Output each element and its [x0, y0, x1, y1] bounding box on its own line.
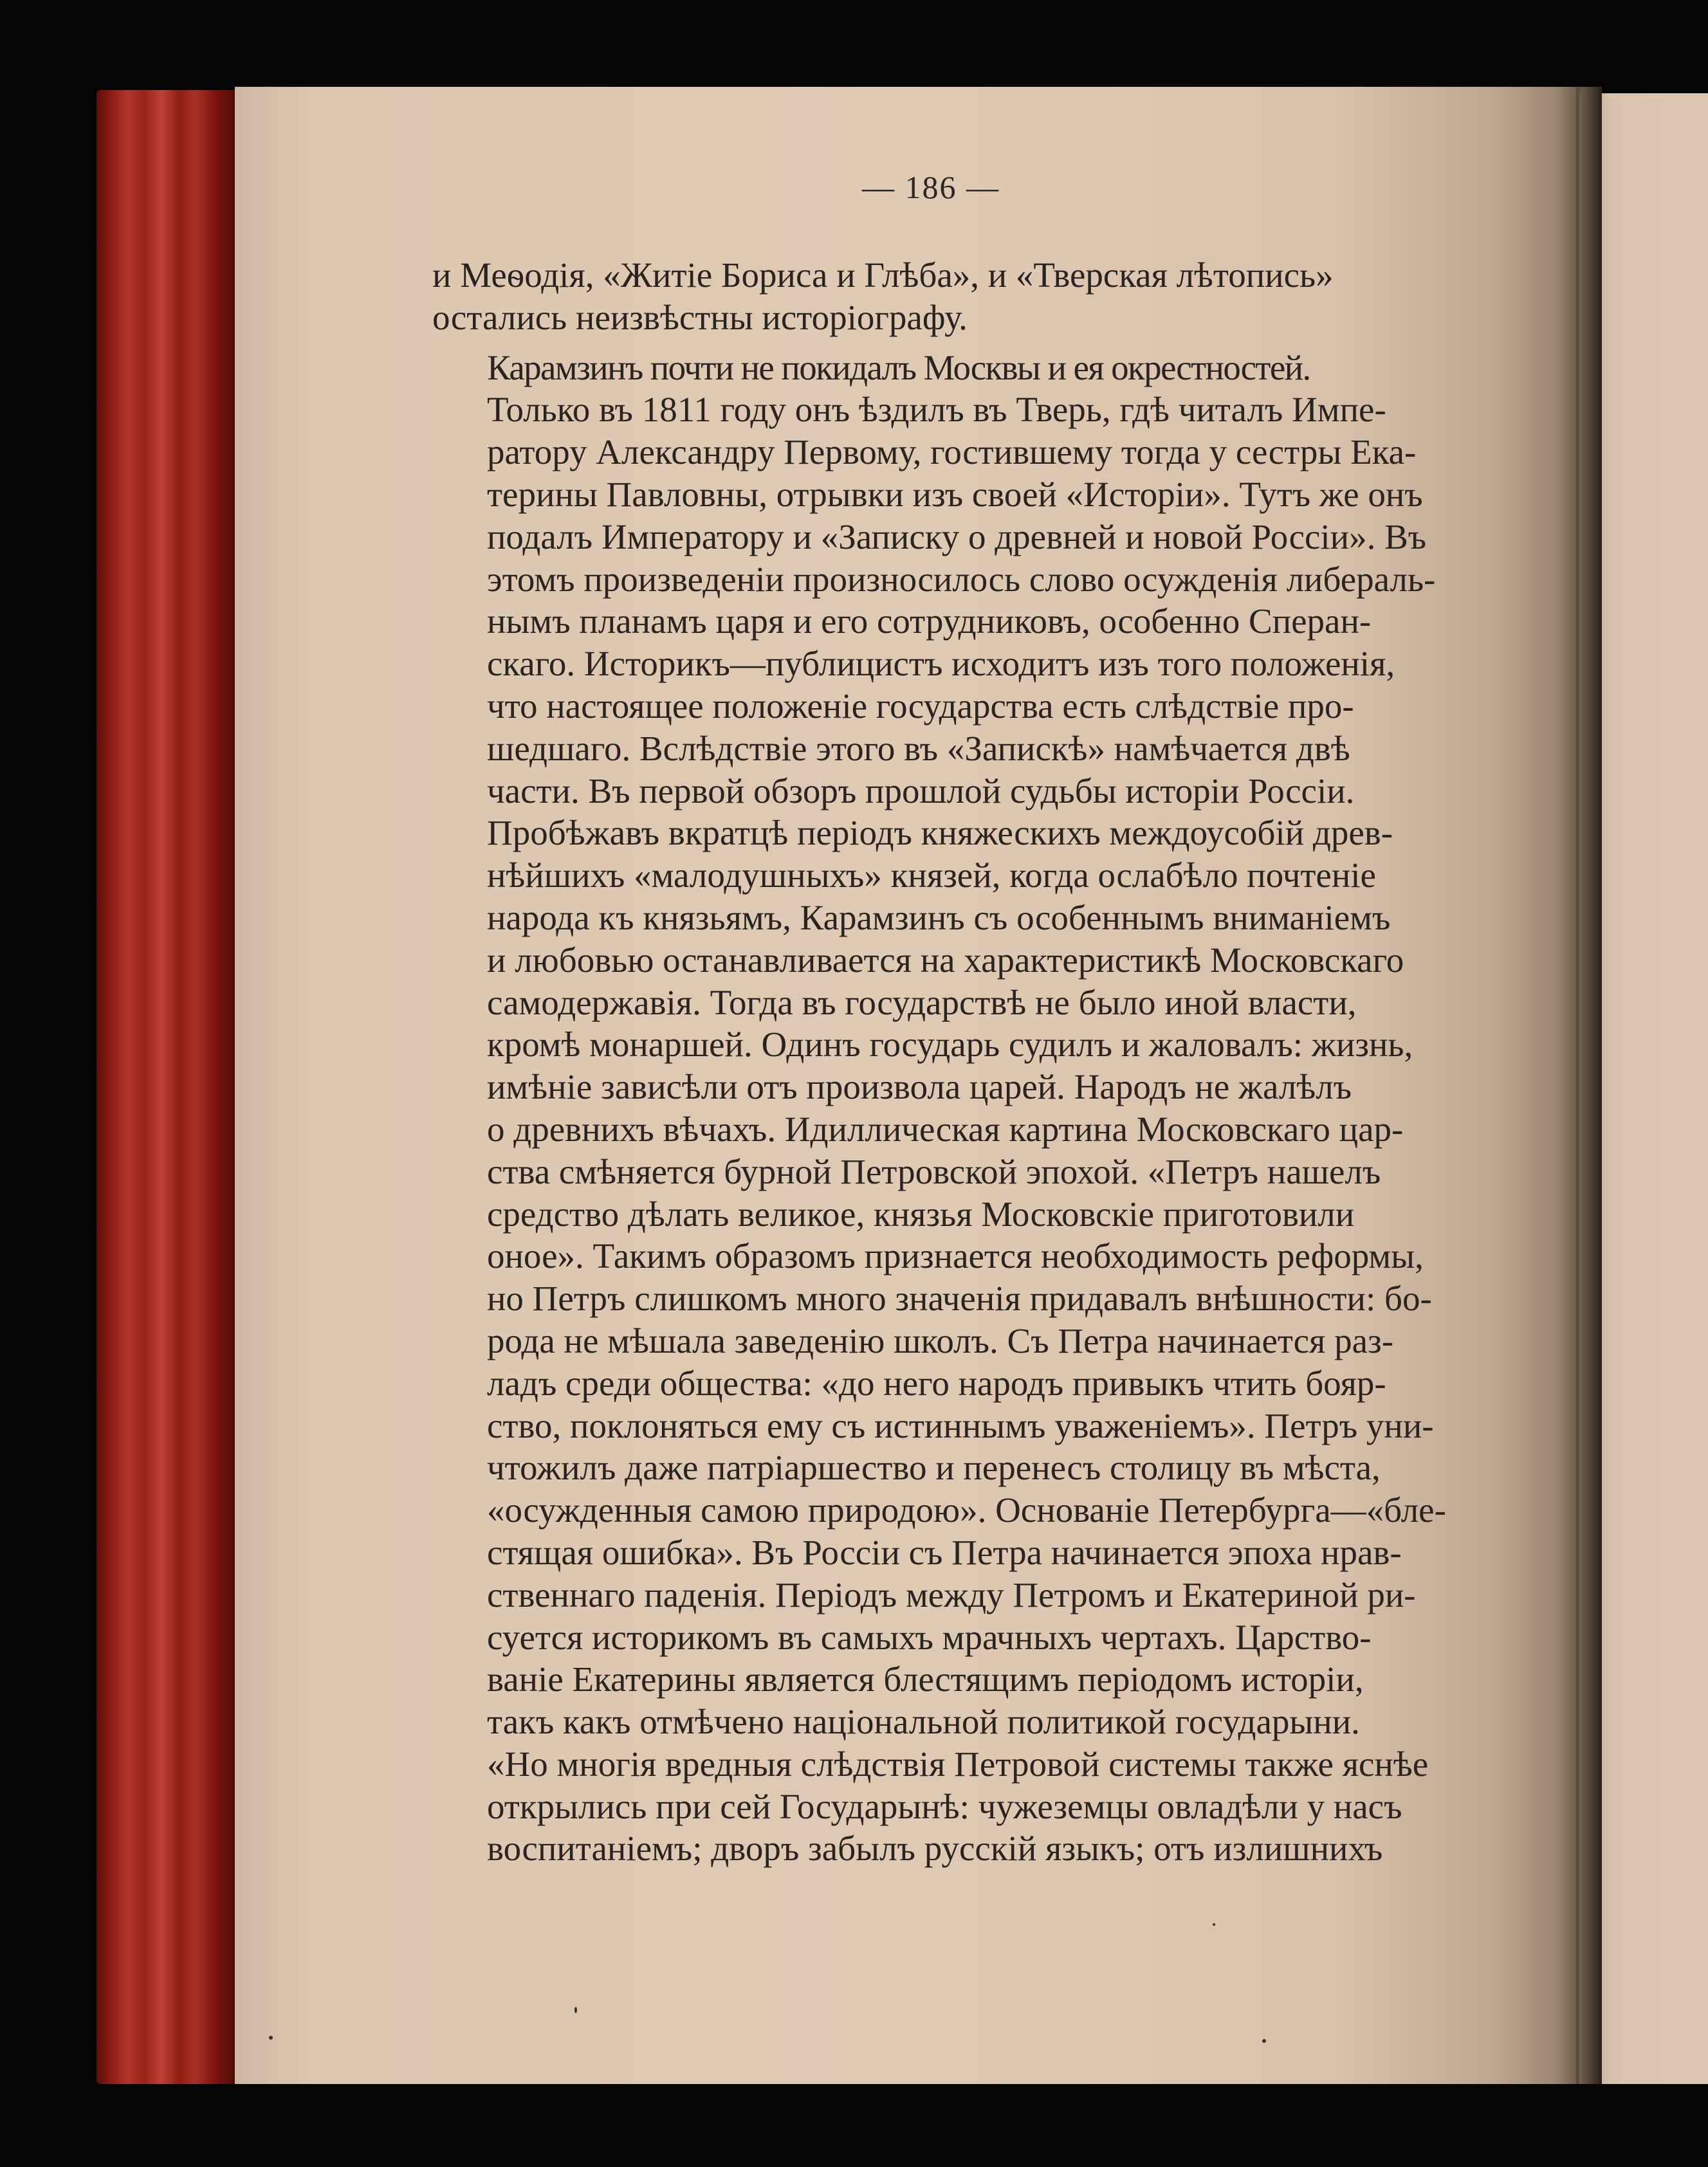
text-line: «Но многія вредныя слѣдствія Петровой системы также яснѣе: [487, 1744, 1429, 1784]
text-line: ство, поклоняться ему съ истиннымъ уваженіемъ». Петръ уни-: [487, 1405, 1434, 1445]
text-line: терины Павловны, отрывки изъ своей «Исторіи». Тутъ же онъ: [487, 474, 1423, 514]
text-line: ственнаго паденія. Періодъ между Петромъ и Екатериной ри-: [487, 1575, 1416, 1614]
text-line: остались неизвѣстны исторіографу.: [432, 297, 968, 337]
text-line: части. Въ первой обзоръ прошлой судьбы исторіи Россіи.: [487, 771, 1355, 810]
text-line: стящая ошибка». Въ Россіи съ Петра начинается эпоха нрав-: [487, 1532, 1402, 1572]
text-line: подалъ Императору и «Записку о древней и новой Россіи». Въ: [487, 517, 1427, 556]
text-line: самодержавія. Тогда въ государствѣ не было иной власти,: [487, 982, 1357, 1022]
body-text: [432, 254, 1462, 1870]
text-line: такъ какъ отмѣчено національной политикой государыни.: [487, 1702, 1360, 1742]
text-line: нѣйшихъ «малодушныхъ» князей, когда ослабѣло почтеніе: [487, 855, 1376, 895]
page-gutter: [1557, 87, 1602, 2084]
text-line: и Меѳодія, «Житіе Бориса и Глѣба», и «Тверская лѣтопись»: [432, 255, 1334, 295]
ink-speck: [1213, 1923, 1215, 1926]
text-line: рода не мѣшала заведенію школъ. Съ Петра начинается раз-: [487, 1321, 1394, 1360]
ink-speck: [1262, 2039, 1266, 2043]
text-line: и любовью останавливается на характеристикѣ Московскаго: [487, 940, 1404, 980]
text-line: «осужденныя самою природою». Основаніе Петербурга—«бле-: [487, 1490, 1446, 1530]
text-line: ратору Александру Первому, гостившему тогда у сестры Ека-: [487, 432, 1417, 472]
text-line: Пробѣжавъ вкратцѣ періодъ княжескихъ междоусобій древ-: [487, 813, 1393, 853]
text-line: ваніе Екатерины является блестящимъ періодомъ исторіи,: [487, 1660, 1364, 1699]
text-line: чтожилъ даже патріаршество и перенесъ столицу въ мѣста,: [487, 1448, 1381, 1488]
text-line: Карамзинъ почти не покидалъ Москвы и ея окрестностей.: [487, 347, 1310, 387]
book-fore-edge: [96, 90, 238, 2084]
page-number: — 186 —: [862, 169, 1000, 205]
text-line: но Петръ слишкомъ много значенія придавалъ внѣшности: бо-: [487, 1279, 1432, 1319]
ink-speck: [269, 2036, 273, 2040]
text-line: нымъ планамъ царя и его сотрудниковъ, особенно Сперан-: [487, 601, 1372, 641]
text-line: ства смѣняется бурной Петровской эпохой. «Петръ нашелъ: [487, 1151, 1381, 1191]
text-line: оное». Такимъ образомъ признается необходимость реформы,: [487, 1236, 1424, 1276]
text-line: кромѣ монаршей. Одинъ государь судилъ и жаловалъ: жизнь,: [487, 1025, 1413, 1065]
text-line: о древнихъ вѣчахъ. Идиллическая картина Московскаго цар-: [487, 1109, 1404, 1149]
text-line: скаго. Историкъ—публицистъ исходитъ изъ того положенія,: [487, 644, 1395, 684]
text-line: имѣніе зависѣли отъ произвола царей. Народъ не жалѣлъ: [487, 1067, 1352, 1107]
text-line: воспитаніемъ; дворъ забылъ русскій языкъ; отъ излишнихъ: [487, 1829, 1383, 1869]
text-line: средство дѣлать великое, князья Московскіе приготовили: [487, 1194, 1355, 1234]
text-line: что настоящее положеніе государства есть слѣдствіе про-: [487, 686, 1354, 726]
text-line: суется историкомъ въ самыхъ мрачныхъ чертахъ. Царство-: [487, 1617, 1372, 1657]
text-line: ладъ среди общества: «до него народъ привыкъ чтить бояр-: [487, 1363, 1386, 1403]
text-line: шедшаго. Вслѣдствіе этого въ «Запискѣ» намѣчается двѣ: [487, 728, 1350, 768]
text-line: этомъ произведеніи произносилось слово осужденія либераль-: [487, 559, 1436, 599]
text-line: народа къ князьямъ, Карамзинъ съ особеннымъ вниманіемъ: [487, 897, 1391, 937]
text-line: Только въ 1811 году онъ ѣздилъ въ Тверь, гдѣ читалъ Импе-: [487, 390, 1386, 430]
ink-speck: [574, 2007, 577, 2013]
paragraph: [432, 254, 1462, 339]
paragraph: [432, 347, 1462, 1870]
text-line: открылись при сей Государынѣ: чужеземцы овладѣли у насъ: [487, 1786, 1402, 1826]
